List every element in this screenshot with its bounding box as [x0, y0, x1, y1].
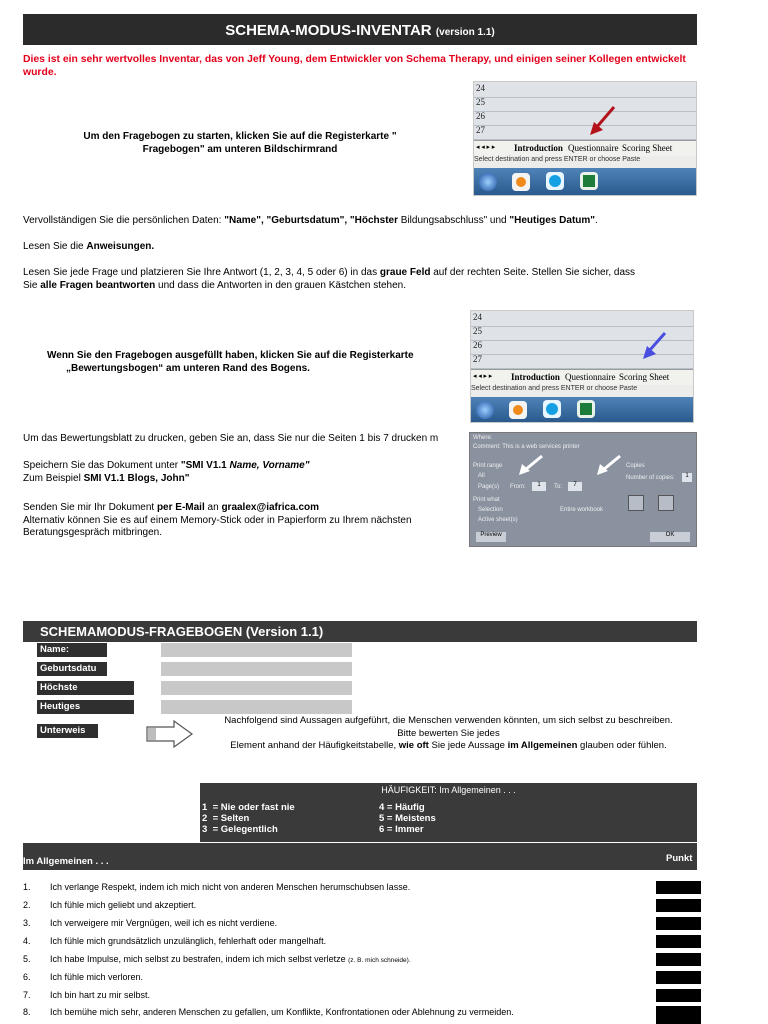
- tab-introduction: Introduction: [511, 372, 560, 382]
- send-instruction: Senden Sie mir Ihr Dokument per E-Mail an graalex@iafrica.com Alternativ können Sie es auf einem Memory-Stick oder in Papierform zu Ihrem nächsten Beratungsgespräch mitbringen.: [23, 502, 463, 540]
- media-player-icon: [509, 401, 527, 419]
- answer-box[interactable]: [656, 953, 701, 966]
- collate-page-icon: [628, 495, 644, 511]
- excel-icon: [577, 400, 595, 418]
- education-field[interactable]: [161, 681, 352, 695]
- dialog-comment: Comment: This is a web services printer: [473, 444, 580, 450]
- dialog-preview-button: Preview: [476, 532, 506, 542]
- list-item: 7. Ich bin hart zu mir selbst.: [23, 990, 151, 1000]
- birthdate-field[interactable]: [161, 662, 352, 676]
- instruction-label: Unterweis: [37, 724, 98, 738]
- skype-icon: [546, 172, 564, 190]
- status-text: Select destination and press ENTER or choose Paste: [471, 385, 693, 397]
- frequency-right: 4 = Häufig 5 = Meistens 6 = Immer: [379, 802, 436, 835]
- media-player-icon: [512, 173, 530, 191]
- questionnaire-description: Nachfolgend sind Aussagen aufgeführt, die Menschen verwenden könnten, um sich selbst zu beschreiben. Bitte bewerten Sie jedes Element anhand der Häufigkeitstabelle, wie oft Sie jede Aussage im Allgemeinen glauben oder fühlen.: [200, 715, 697, 753]
- date-field[interactable]: [161, 700, 352, 714]
- done-line-2: „Bewertungsbogen“ am unteren Rand des Bogens.: [66, 362, 310, 374]
- dialog-from: From:: [510, 484, 526, 490]
- answer-box[interactable]: [656, 971, 701, 984]
- questionnaire-title: SCHEMAMODUS-FRAGEBOGEN (Version 1.1): [40, 624, 324, 639]
- dialog-copies: Copies: [626, 463, 645, 469]
- field-label-birthdate: Geburtsdatu: [37, 662, 107, 676]
- list-item: 5. Ich habe Impulse, mich selbst zu bestrafen, indem ich mich selbst verletze (z. B. mich schneide).: [23, 954, 411, 964]
- dialog-entire-workbook: Entire workbook: [560, 507, 604, 513]
- tab-nav-arrows-icon: ◂ ◂ ▸ ▸: [473, 372, 493, 380]
- dialog-active-sheets: Active sheet(s): [478, 517, 518, 523]
- answer-box[interactable]: [656, 899, 701, 912]
- list-item: 2. Ich fühle mich geliebt und akzeptiert.: [23, 900, 197, 910]
- list-item: 8. Ich bemühe mich sehr, anderen Menschen zu gefallen, um Konflikte, Konfrontationen oder Ablehnung zu vermeiden.: [23, 1007, 514, 1017]
- dialog-from-field: 1: [532, 482, 546, 491]
- dialog-to-field: 7: [568, 482, 582, 491]
- right-arrow-icon: [146, 720, 194, 748]
- answer-box[interactable]: [656, 935, 701, 948]
- dialog-all: All: [478, 473, 485, 479]
- field-label-date: Heutiges: [37, 700, 134, 714]
- white-arrow-icon: [594, 453, 624, 477]
- dialog-to: To:: [554, 484, 563, 490]
- name-field[interactable]: [161, 643, 352, 657]
- sheet-row: 27: [474, 124, 696, 140]
- white-arrow-icon: [516, 453, 546, 477]
- desc-line-1: Nachfolgend sind Aussagen aufgeführt, die Menschen verwenden könnten, um sich selbst zu beschreiben.: [224, 715, 673, 726]
- dialog-print-range: Print range: [473, 463, 503, 469]
- print-instruction: Um das Bewertungsblatt zu drucken, geben Sie an, dass Sie nur die Seiten 1 bis 7 drucken m: [23, 433, 439, 444]
- sheet-row: 26: [474, 110, 696, 126]
- tab-questionnaire: Questionnaire: [568, 143, 619, 153]
- save-instruction: Speichern Sie das Dokument unter "SMI V1.1 Name, Vorname" Zum Beispiel SMI V1.1 Blogs, John": [23, 460, 310, 484]
- status-text: Select destination and press ENTER or choose Paste: [474, 156, 696, 168]
- each-question-instruction: Lesen Sie jede Frage und platzieren Sie Ihre Antwort (1, 2, 3, 4, 5 oder 6) in das graue Feld auf der rechten Seite. Stellen Sie sicher, dass Sie alle Fragen beantworten und dass die Antworten in den grauen Kästchen stehen.: [23, 267, 636, 291]
- questionnaire-title-bar: [23, 621, 697, 642]
- blue-arrow-icon: [639, 329, 675, 365]
- start-instruction: [40, 131, 440, 156]
- taskbar: [471, 397, 693, 422]
- sheet-tabs: [471, 369, 693, 386]
- frequency-left: 1 = Nie oder fast nie 2 = Selten 3 = Gelegentlich: [202, 802, 295, 835]
- email-link[interactable]: graalex@iafrica.com: [221, 502, 320, 513]
- screenshot-tabs-1: [473, 81, 697, 196]
- field-label-name: Name:: [37, 643, 107, 657]
- start-orb-icon: [479, 173, 497, 191]
- answer-box[interactable]: [656, 989, 701, 1002]
- sheet-row: 24: [474, 82, 696, 98]
- red-arrow-icon: [584, 102, 624, 142]
- tab-nav-arrows-icon: ◂ ◂ ▸ ▸: [476, 143, 496, 151]
- sheet-tabs: [474, 140, 696, 157]
- tab-introduction: Introduction: [514, 143, 563, 153]
- sheet-row: 26: [471, 339, 693, 355]
- document-version: (version 1.1): [435, 27, 495, 38]
- start-orb-icon: [476, 401, 494, 419]
- answer-box[interactable]: [656, 881, 701, 894]
- tab-questionnaire: Questionnaire: [565, 372, 616, 382]
- tab-scoring-sheet: Scoring Sheet: [619, 372, 670, 382]
- start-line-2: Fragebogen" am unteren Bildschirmrand: [142, 143, 338, 155]
- items-header-left: Im Allgemeinen . . .: [23, 856, 109, 867]
- alt-line-1: Alternativ können Sie es auf einem Memory-Stick oder in Papierform zu Ihrem nächsten: [23, 514, 412, 526]
- dialog-print-what: Print what: [473, 497, 500, 503]
- start-line-1: Um den Fragebogen zu starten, klicken Sie auf die Registerkarte ": [83, 131, 397, 142]
- field-label-education: Höchste: [37, 681, 134, 695]
- document-title: SCHEMA-MODUS-INVENTAR: [225, 22, 432, 39]
- dialog-num-copies-field: 1: [682, 473, 692, 482]
- dialog-pages: Page(s): [478, 484, 500, 490]
- list-item: 3. Ich verweigere mir Vergnügen, weil ich es nicht verdiene.: [23, 918, 278, 928]
- screenshot-tabs-2: [470, 310, 694, 423]
- complete-instruction: Vervollständigen Sie die persönlichen Daten: "Name", "Geburtsdatum", "Höchster Bildungsabschluss" und "Heutiges Datum".: [23, 215, 598, 226]
- items-header-bar: [23, 843, 697, 870]
- sheet-row: 27: [471, 353, 693, 369]
- list-item: 6. Ich fühle mich verloren.: [23, 972, 144, 982]
- excel-icon: [580, 172, 598, 190]
- tab-scoring-sheet: Scoring Sheet: [622, 143, 673, 153]
- intro-text: Dies ist ein sehr wertvolles Inventar, das von Jeff Young, dem Entwickler von Schema Therapy, und einigen seiner Kollegen entwickelt wurde.: [23, 54, 686, 78]
- dialog-ok-button: OK: [650, 532, 690, 542]
- sheet-row: 25: [474, 96, 696, 112]
- dialog-num-copies: Number of copies:: [626, 475, 675, 481]
- list-item: 1. Ich verlange Respekt, indem ich mich nicht von anderen Menschen herumschubsen lasse.: [23, 882, 411, 892]
- done-instruction: [47, 350, 467, 375]
- read-instruction: Lesen Sie die Anweisungen.: [23, 241, 155, 252]
- desc-line-2: Bitte bewerten Sie jedes: [397, 727, 500, 739]
- answer-box[interactable]: [656, 917, 701, 930]
- skype-icon: [543, 400, 561, 418]
- document-title-bar: [23, 14, 697, 45]
- alt-line-2: Beratungsgespräch mitbringen.: [23, 527, 162, 538]
- screenshot-print-dialog: [469, 432, 697, 547]
- frequency-box: [200, 783, 697, 842]
- items-header-right: Punkt: [666, 853, 693, 864]
- frequency-title: HÄUFIGKEIT: Im Allgemeinen . . .: [381, 785, 516, 795]
- taskbar: [474, 168, 696, 195]
- sheet-row: 25: [471, 325, 693, 341]
- list-item: 4. Ich fühle mich grundsätzlich unzulänglich, fehlerhaft oder mangelhaft.: [23, 936, 327, 946]
- sheet-row: 24: [471, 311, 693, 327]
- collate-page-icon: [658, 495, 674, 511]
- dialog-where: Where:: [473, 435, 493, 441]
- dialog-selection: Selection: [478, 507, 503, 513]
- done-line-1: Wenn Sie den Fragebogen ausgefüllt haben, klicken Sie auf die Registerkarte: [47, 350, 414, 361]
- answer-box[interactable]: [656, 1006, 701, 1024]
